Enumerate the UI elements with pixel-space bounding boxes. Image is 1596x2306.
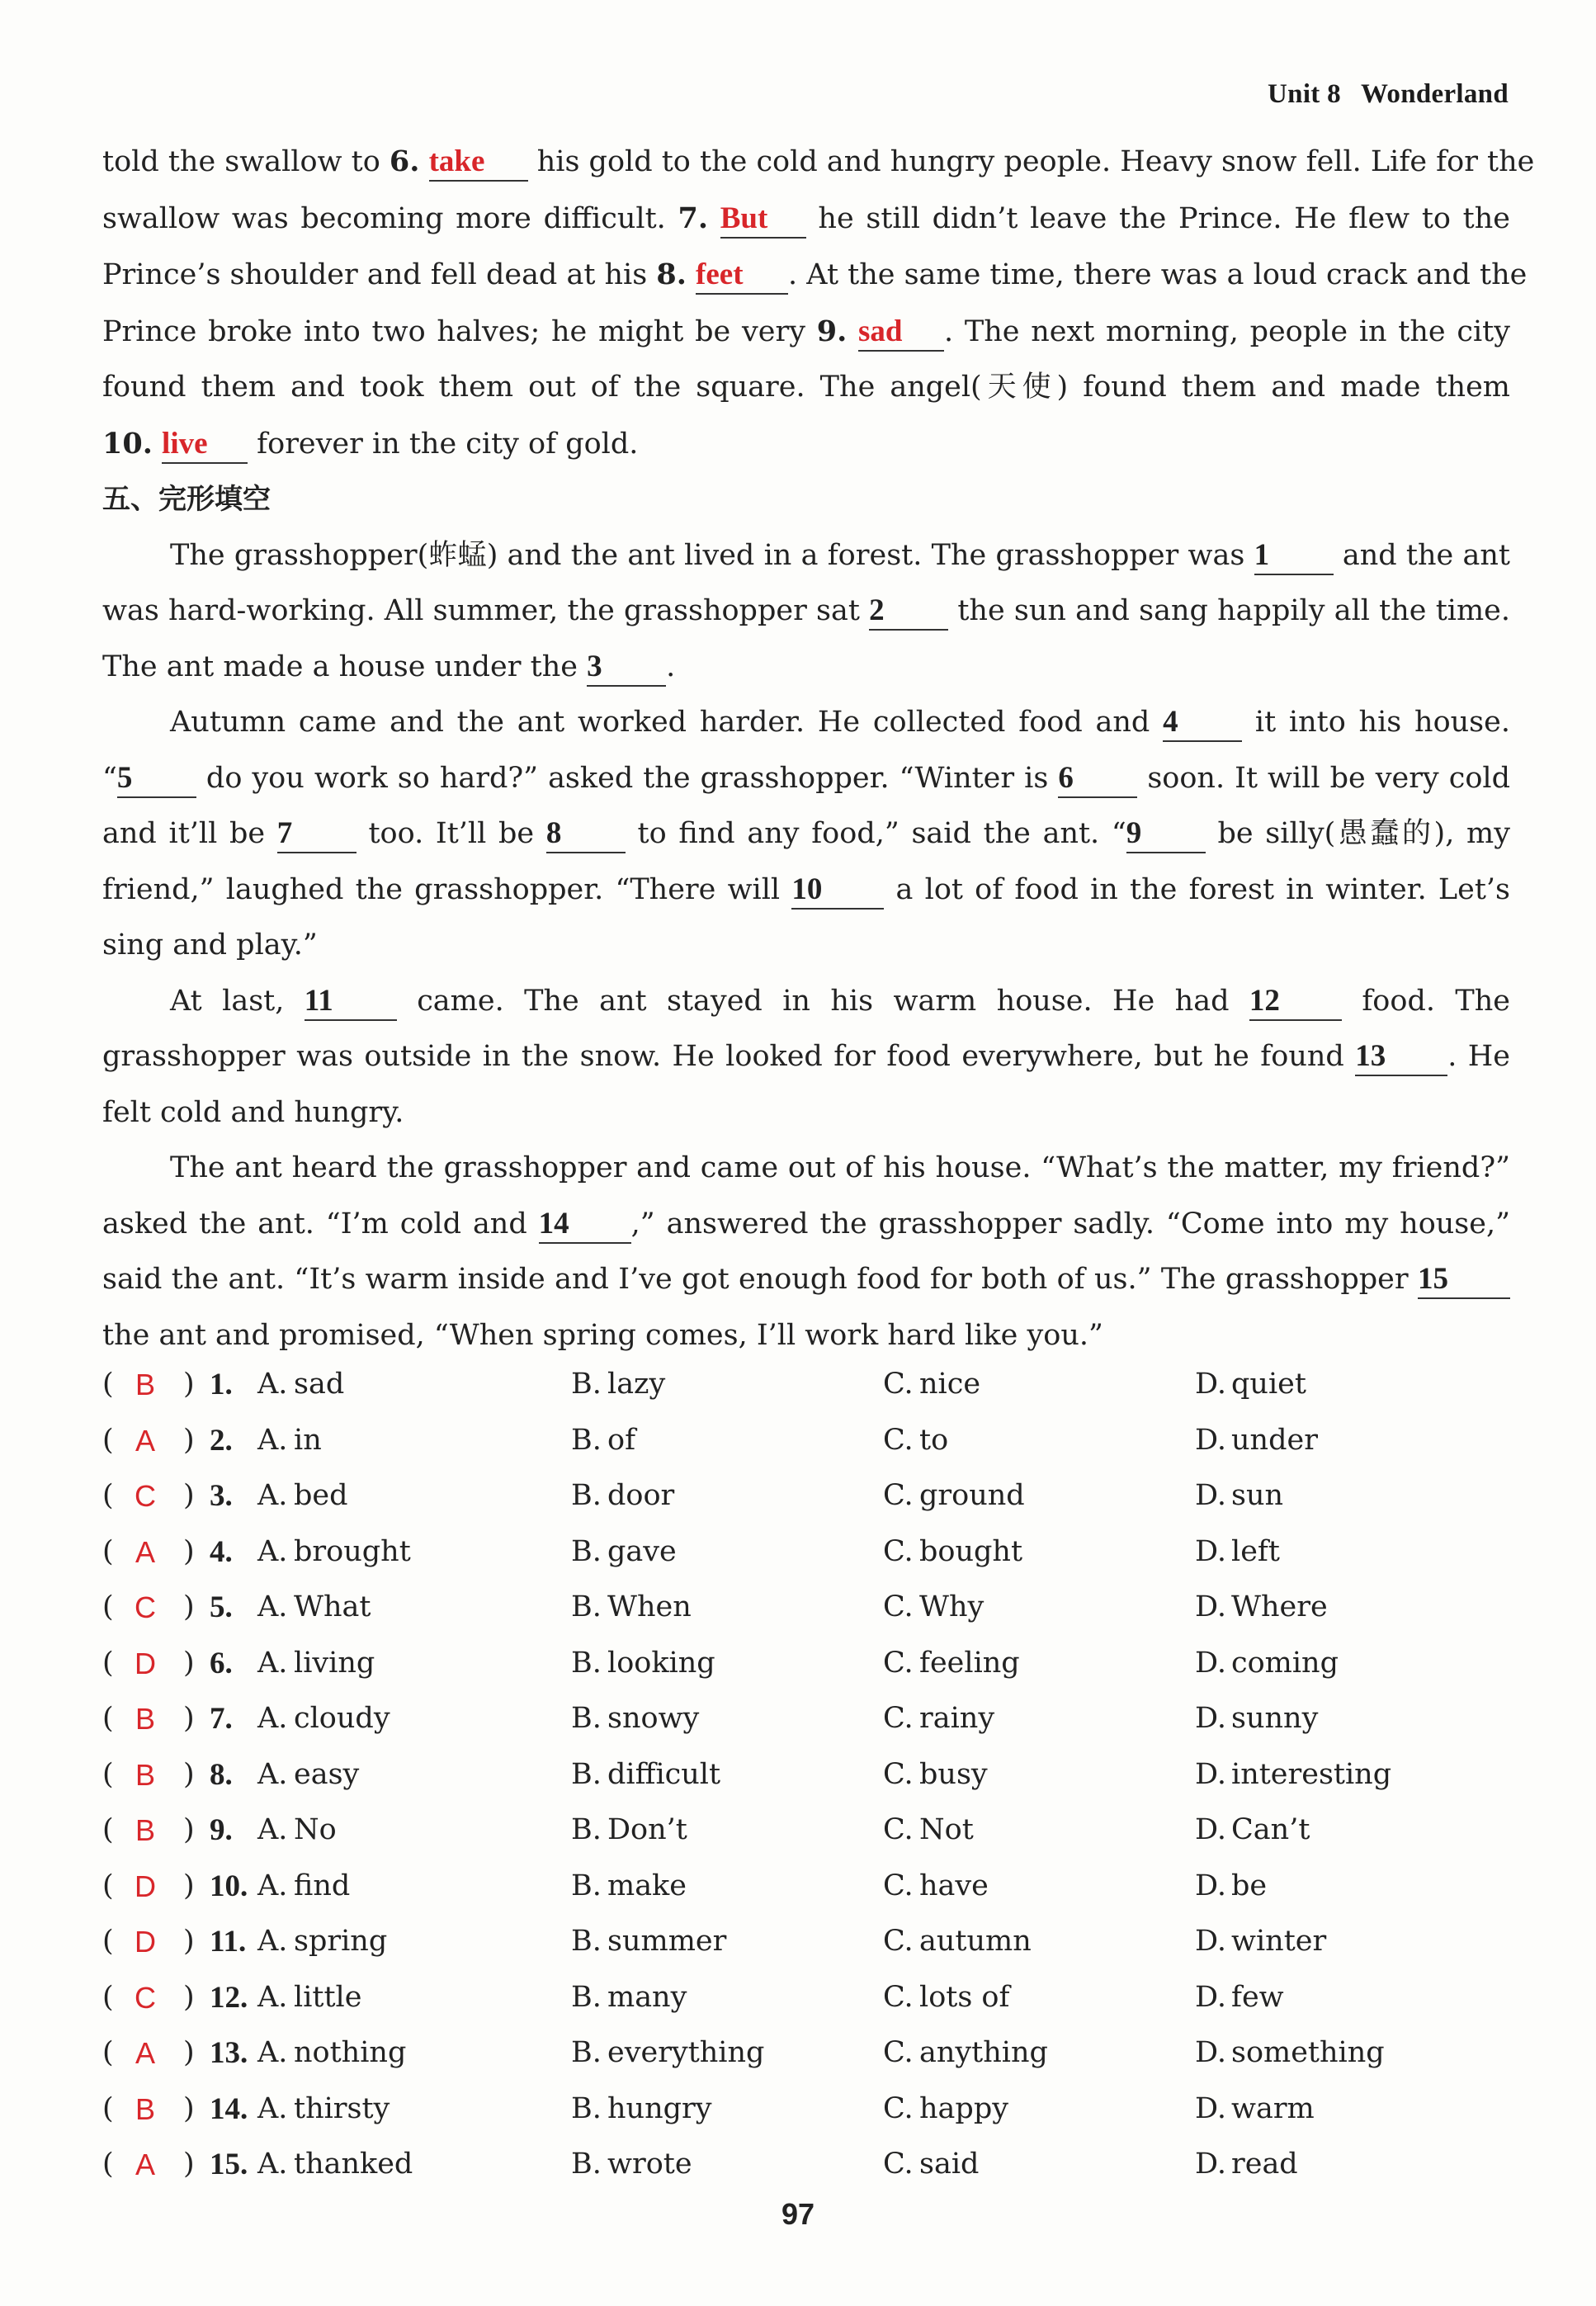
option-choice: B. lazy	[571, 1368, 666, 1401]
option-choice: A. find	[257, 1869, 351, 1902]
text-line: Prince broke into two halves; he might be very 9. sad . The next morning, people in the city	[102, 304, 1510, 361]
option-choice: C. Why	[883, 1590, 985, 1623]
option-choice: C. said	[883, 2148, 980, 2181]
option-choice: D. read	[1195, 2148, 1298, 2181]
option-choice: A. cloudy	[257, 1702, 390, 1735]
question-blank: 9	[1126, 815, 1206, 853]
close-paren: )	[183, 1757, 195, 1791]
option-choice: D. coming	[1195, 1646, 1339, 1680]
question-row	[102, 1636, 1510, 1692]
text-line: The grasshopper(蚱蜢) and the ant lived in a forest. The grasshopper was 1 and the ant	[102, 528, 1510, 584]
question-answer: B	[135, 1702, 155, 1736]
text-line: grasshopper was outside in the snow. He looked for food everywhere, but he found 13 . He	[102, 1029, 1510, 1085]
answer-blank: live	[162, 426, 248, 464]
close-paren: )	[183, 1590, 195, 1623]
option-choice: B. looking	[571, 1646, 715, 1680]
option-choice: B. many	[571, 1980, 687, 2014]
option-choice: B. make	[571, 1869, 687, 1902]
text-line: friend,” laughed the grasshopper. “There will 10 a lot of food in the forest in winter. Let’s	[102, 862, 1510, 919]
question-row	[102, 1413, 1510, 1469]
text-line: The ant made a house under the 3 .	[102, 640, 1510, 696]
option-choice: D. be	[1195, 1869, 1268, 1902]
text-line: the ant and promised, “When spring comes, I’ll work hard like you.”	[102, 1318, 1103, 1352]
text-line: sing and play.”	[102, 929, 318, 962]
close-paren: )	[183, 1368, 195, 1401]
text-line: felt cold and hungry.	[102, 1095, 404, 1129]
option-choice: B. gave	[571, 1534, 677, 1568]
question-row	[102, 1803, 1510, 1859]
option-choice: A. brought	[257, 1534, 411, 1568]
question-answer: B	[135, 1757, 155, 1792]
option-choice: C. nice	[883, 1368, 981, 1401]
option-choice: C. lots of	[883, 1980, 1010, 2014]
text-line: was hard-working. All summer, the grasshopper sat 2 the sun and sang happily all the time.	[102, 584, 1510, 640]
text-line: At last, 11 came. The ant stayed in his warm house. He had 12 food. The	[102, 974, 1510, 1030]
question-answer: A	[135, 1534, 155, 1569]
option-choice: A. No	[257, 1813, 337, 1846]
option-choice: B. wrote	[571, 2148, 692, 2181]
close-paren: )	[183, 1534, 195, 1568]
question-number: 7.	[210, 1702, 233, 1736]
text-line: told the swallow to 6. take his gold to the cold and hungry people. Heavy snow fell. Life for the	[102, 134, 1510, 191]
close-paren: )	[183, 1702, 195, 1735]
option-choice: C. Not	[883, 1813, 974, 1846]
option-choice: C. ground	[883, 1479, 1025, 1512]
close-paren: )	[183, 1980, 195, 2014]
question-blank: 3	[587, 649, 666, 687]
close-paren: )	[183, 1479, 195, 1512]
option-choice: A. in	[257, 1423, 322, 1457]
answer-blank: feet	[696, 257, 788, 295]
question-row	[102, 1970, 1510, 2026]
question-blank: 5	[117, 760, 196, 798]
question-number: 10.	[210, 1869, 248, 1903]
text-line: found them and took them out of the square. The angel(天使) found them and made them	[102, 371, 1510, 404]
question-answer: D	[135, 1925, 156, 1959]
option-choice: B. Don’t	[571, 1813, 687, 1846]
close-paren: )	[183, 2036, 195, 2069]
option-choice: C. feeling	[883, 1646, 1020, 1680]
option-choice: A. thirsty	[257, 2091, 390, 2125]
question-row	[102, 2137, 1510, 2193]
question-answer: D	[135, 1869, 156, 1903]
option-choice: A. nothing	[257, 2036, 407, 2069]
question-answer: A	[135, 2148, 155, 2181]
passage-body	[102, 134, 1535, 1363]
open-paren: (	[102, 1925, 114, 1958]
option-choice: A. little	[257, 1980, 362, 2014]
open-paren: (	[102, 1423, 114, 1457]
question-blank: 10	[791, 872, 884, 910]
option-choice: D. winter	[1195, 1925, 1327, 1958]
option-choice: B. door	[571, 1479, 675, 1512]
question-blank: 4	[1163, 704, 1242, 742]
option-choice: D. sunny	[1195, 1702, 1319, 1735]
close-paren: )	[183, 1869, 195, 1902]
question-row	[102, 2025, 1510, 2082]
option-choice: C. happy	[883, 2091, 1008, 2125]
option-choice: B. hungry	[571, 2091, 712, 2125]
question-blank: 8	[546, 815, 626, 853]
section-title: 五、完形填空	[102, 483, 271, 516]
question-row	[102, 1747, 1510, 1803]
text-line: swallow was becoming more difficult. 7. But he still didn’t leave the Prince. He flew to the	[102, 191, 1510, 248]
option-choice: A. sad	[257, 1368, 345, 1401]
unit-label: Unit 8	[1268, 79, 1341, 109]
option-choice: D. something	[1195, 2036, 1385, 2069]
question-number: 6.	[210, 1646, 233, 1680]
question-row	[102, 1357, 1510, 1413]
option-choice: D. Where	[1195, 1590, 1328, 1623]
text-line: Prince’s shoulder and fell dead at his 8. feet . At the same time, there was a loud crack and the	[102, 247, 1510, 304]
question-number: 3.	[210, 1479, 233, 1513]
question-number: 2.	[210, 1423, 233, 1458]
open-paren: (	[102, 2091, 114, 2125]
question-answer: C	[135, 1479, 156, 1513]
question-number: 9.	[210, 1813, 233, 1847]
question-row	[102, 1524, 1510, 1581]
question-number: 14.	[210, 2091, 248, 2126]
option-choice: C. anything	[883, 2036, 1048, 2069]
open-paren: (	[102, 2036, 114, 2069]
option-choice: D. left	[1195, 1534, 1280, 1568]
question-blank: 14	[539, 1206, 631, 1244]
option-choice: B. everything	[571, 2036, 765, 2069]
option-choice: C. busy	[883, 1757, 988, 1791]
running-header	[1268, 79, 1509, 110]
question-answer: C	[135, 1590, 156, 1624]
answer-blank: sad	[858, 314, 944, 352]
open-paren: (	[102, 1702, 114, 1735]
open-paren: (	[102, 1980, 114, 2014]
option-choice: C. to	[883, 1423, 949, 1457]
option-choice: D. quiet	[1195, 1368, 1306, 1401]
text-line: The ant heard the grasshopper and came out of his house. “What’s the matter, my friend?”	[170, 1151, 1510, 1184]
open-paren: (	[102, 2148, 114, 2181]
open-paren: (	[102, 1869, 114, 1902]
question-row	[102, 1914, 1510, 1970]
option-choice: D. few	[1195, 1980, 1284, 2014]
option-choice: D. warm	[1195, 2091, 1315, 2125]
question-answer: B	[135, 1368, 155, 1401]
question-answer: B	[135, 2091, 155, 2126]
option-choice: A. living	[257, 1646, 375, 1680]
unit-title: Wonderland	[1360, 79, 1509, 109]
option-choice: A. easy	[257, 1757, 360, 1791]
question-answer: B	[135, 1813, 155, 1847]
option-choice: C. bought	[883, 1534, 1023, 1568]
option-choice: A. spring	[257, 1925, 388, 1958]
option-choice: B. When	[571, 1590, 692, 1623]
text-line: said the ant. “It’s warm inside and I’ve got enough food for both of us.” The grasshopper 15	[102, 1252, 1510, 1308]
question-number: 8.	[210, 1757, 233, 1792]
question-number: 11.	[210, 1925, 247, 1959]
option-choice: A. What	[257, 1590, 371, 1623]
question-answer: C	[135, 1980, 156, 2015]
option-choice: A. bed	[257, 1479, 348, 1512]
answer-blank: But	[720, 201, 806, 239]
question-row	[102, 1691, 1510, 1747]
answer-options-list	[102, 1357, 1510, 2193]
option-choice: D. Can’t	[1195, 1813, 1310, 1846]
open-paren: (	[102, 1479, 114, 1512]
question-number: 15.	[210, 2148, 248, 2181]
question-blank: 11	[305, 983, 397, 1021]
option-choice: D. under	[1195, 1423, 1318, 1457]
option-choice: C. have	[883, 1869, 989, 1902]
open-paren: (	[102, 1813, 114, 1846]
question-answer: A	[135, 1423, 155, 1458]
question-blank: 7	[277, 815, 357, 853]
text-line: “5 do you work so hard?” asked the grasshopper. “Winter is 6 soon. It will be very cold	[102, 751, 1510, 807]
open-paren: (	[102, 1368, 114, 1401]
open-paren: (	[102, 1534, 114, 1568]
close-paren: )	[183, 2091, 195, 2125]
close-paren: )	[183, 1423, 195, 1457]
close-paren: )	[183, 1813, 195, 1846]
question-blank: 1	[1254, 537, 1334, 575]
question-number: 1.	[210, 1368, 233, 1401]
question-blank: 6	[1058, 760, 1137, 798]
question-number: 12.	[210, 1980, 248, 2015]
option-choice: C. autumn	[883, 1925, 1032, 1958]
answer-blank: take	[429, 144, 528, 182]
question-row	[102, 1859, 1510, 1915]
question-row	[102, 1580, 1510, 1636]
option-choice: B. summer	[571, 1925, 727, 1958]
open-paren: (	[102, 1757, 114, 1791]
option-choice: D. sun	[1195, 1479, 1284, 1512]
open-paren: (	[102, 1590, 114, 1623]
question-number: 5.	[210, 1590, 233, 1624]
option-choice: B. snowy	[571, 1702, 700, 1735]
option-choice: A. thanked	[257, 2148, 413, 2181]
close-paren: )	[183, 1925, 195, 1958]
page-number: 97	[781, 2197, 815, 2231]
question-blank: 2	[869, 593, 948, 631]
question-answer: D	[135, 1646, 156, 1680]
question-row	[102, 2082, 1510, 2138]
question-answer: A	[135, 2036, 155, 2070]
option-choice: D. interesting	[1195, 1757, 1392, 1791]
text-line: and it’ll be 7 too. It’ll be 8 to find any food,” said the ant. “9 be silly(愚蠢的), my	[102, 806, 1510, 862]
text-line: 10. live forever in the city of gold.	[102, 416, 1510, 473]
option-choice: C. rainy	[883, 1702, 995, 1735]
question-blank: 12	[1249, 983, 1342, 1021]
question-number: 4.	[210, 1534, 233, 1569]
question-blank: 13	[1355, 1038, 1447, 1076]
question-blank: 15	[1418, 1261, 1510, 1299]
text-line: asked the ant. “I’m cold and 14 ,” answered the grasshopper sadly. “Come into my house,”	[102, 1197, 1510, 1253]
question-number: 13.	[210, 2036, 248, 2070]
close-paren: )	[183, 2148, 195, 2181]
close-paren: )	[183, 1646, 195, 1680]
option-choice: B. difficult	[571, 1757, 721, 1791]
option-choice: B. of	[571, 1423, 636, 1457]
open-paren: (	[102, 1646, 114, 1680]
text-line: Autumn came and the ant worked harder. He collected food and 4 it into his house.	[102, 695, 1510, 751]
question-row	[102, 1468, 1510, 1524]
